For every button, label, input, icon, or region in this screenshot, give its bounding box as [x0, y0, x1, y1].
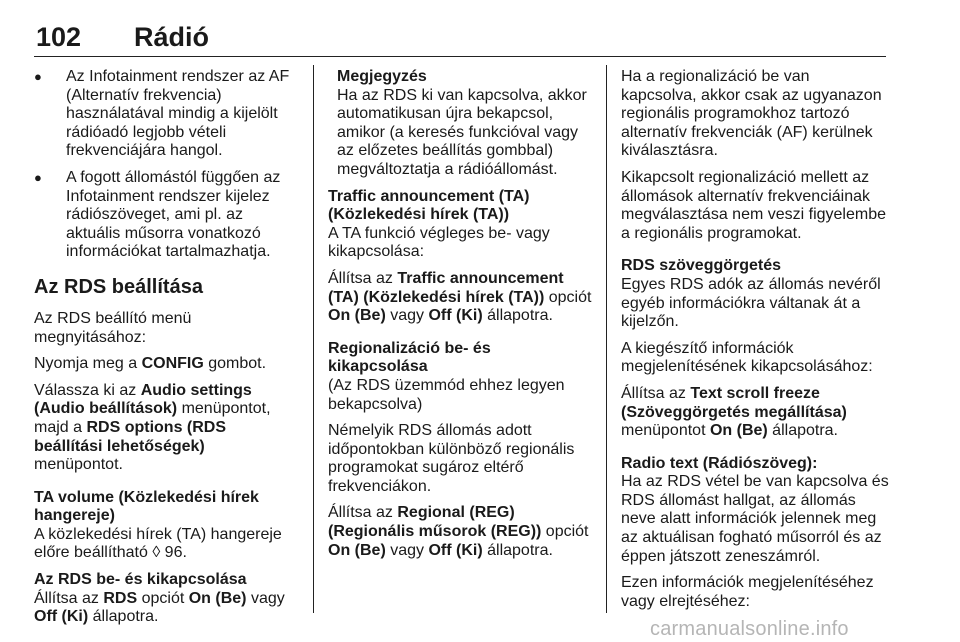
- subheading: RDS szöveggörgetés: [621, 257, 782, 275]
- column-1: [34, 68, 296, 635]
- paragraph: A közlekedési hírek (TA) hangereje előre beállítható ◊ 96.: [34, 525, 282, 562]
- column-2: [328, 68, 594, 568]
- page-number: 102: [36, 22, 82, 52]
- page-reference[interactable]: ◊ 96.: [152, 544, 187, 562]
- paragraph: (Az RDS üzemmód ehhez legyen bekapcsolva): [328, 376, 565, 413]
- paragraph: A TA funkció végleges be- vagy kikapcsolása:: [328, 224, 550, 261]
- paragraph: Ha a regionalizáció be van kapcsolva, akkor csak az ugyanazon regionális programokhoz tartozó alternatív frekvenciák (AF) kerülnek kiválasztásra.: [621, 68, 882, 160]
- header-divider: [34, 56, 886, 57]
- column-divider-2: [606, 65, 607, 613]
- column-divider-1: [313, 65, 314, 613]
- subheading: TA volume (Közlekedési hírek hangereje): [34, 488, 259, 525]
- subheading: Traffic announcement (TA) (Közlekedési hírek (TA)): [328, 187, 530, 224]
- paragraph: Az RDS beállító menü megnyitásához:: [34, 309, 192, 346]
- subheading: Radio text (Rádiószöveg):: [621, 454, 818, 472]
- page-header: [34, 18, 886, 58]
- paragraph: Kikapcsolt regionalizáció mellett az állomások alternatív frekvenciáinak megválasztása nem veszi figyelembe a regionális programokat.: [621, 168, 887, 242]
- paragraph: Állítsa az RDS opciót On (Be) vagy Off (Ki) állapotra.: [34, 589, 285, 626]
- section-heading: Az RDS beállítása: [34, 275, 203, 298]
- bullet-item: ● Az Infotainment rendszer az AF (Alternatív frekvencia) használatával mindig a kijelölt rádióadó legjobb vételi frekvenciájára hangol.: [34, 68, 296, 161]
- paragraph: Egyes RDS adók az állomás nevéről egyéb információkra váltanak át a kijelzőn.: [621, 275, 881, 331]
- paragraph: Ha az RDS vétel be van kapcsolva és RDS állomást hallgat, az állomás neve alatt információk jelennek meg az aktuálisan fogható műsorról és az éppen játszott zeneszámról.: [621, 473, 889, 565]
- bullet-list: [34, 68, 296, 262]
- bullet-item: ● A fogott állomástól függően az Infotainment rendszer kijelez rádiószöveget, ami pl. az aktuális műsorra vonatkozó információkat tartalmazhatja.: [34, 169, 296, 262]
- note-title: Megjegyzés: [337, 68, 427, 85]
- watermark: carmanualsonline.info: [650, 618, 849, 640]
- note-text: Ha az RDS ki van kapcsolva, akkor automatikusan újra bekapcsol, amikor (a keresés funkcióval vagy az előzetes beállítás gombbal) megváltoztatja a rádióállomást.: [337, 86, 587, 178]
- paragraph: Válassza ki az Audio settings (Audio beállítások) menüpontot, majd a RDS options (RDS beállítási lehetőségek) menüpontot.: [34, 381, 271, 474]
- paragraph: Állítsa az Traffic announcement (TA) (Közlekedési hírek (TA)) opciót On (Be) vagy Off (Ki) állapotra.: [328, 269, 592, 325]
- note-box: [328, 68, 594, 180]
- subheading: Az RDS be- és kikapcsolása: [34, 571, 247, 589]
- paragraph: Állítsa az Regional (REG) (Regionális műsorok (REG)) opciót On (Be) vagy Off (Ki) állapotra.: [328, 504, 589, 559]
- paragraph: Ezen információk megjelenítéséhez vagy elrejtéséhez:: [621, 574, 874, 610]
- paragraph: Némelyik RDS állomás adott időpontokban különböző regionális programokat sugároz eltérő frekvenciákon.: [328, 422, 575, 495]
- subheading: Regionalizáció be- és kikapcsolása: [328, 339, 491, 376]
- page-title: Rádió: [134, 22, 210, 52]
- paragraph: Állítsa az Text scroll freeze (Szöveggörgetés megállítása) menüpontot On (Be) állapotra.: [621, 384, 847, 440]
- column-3: [621, 68, 889, 619]
- paragraph: Nyomja meg a CONFIG gombot.: [34, 355, 267, 373]
- paragraph: A kiegészítő információk megjelenítésének kikapcsolásához:: [621, 339, 873, 376]
